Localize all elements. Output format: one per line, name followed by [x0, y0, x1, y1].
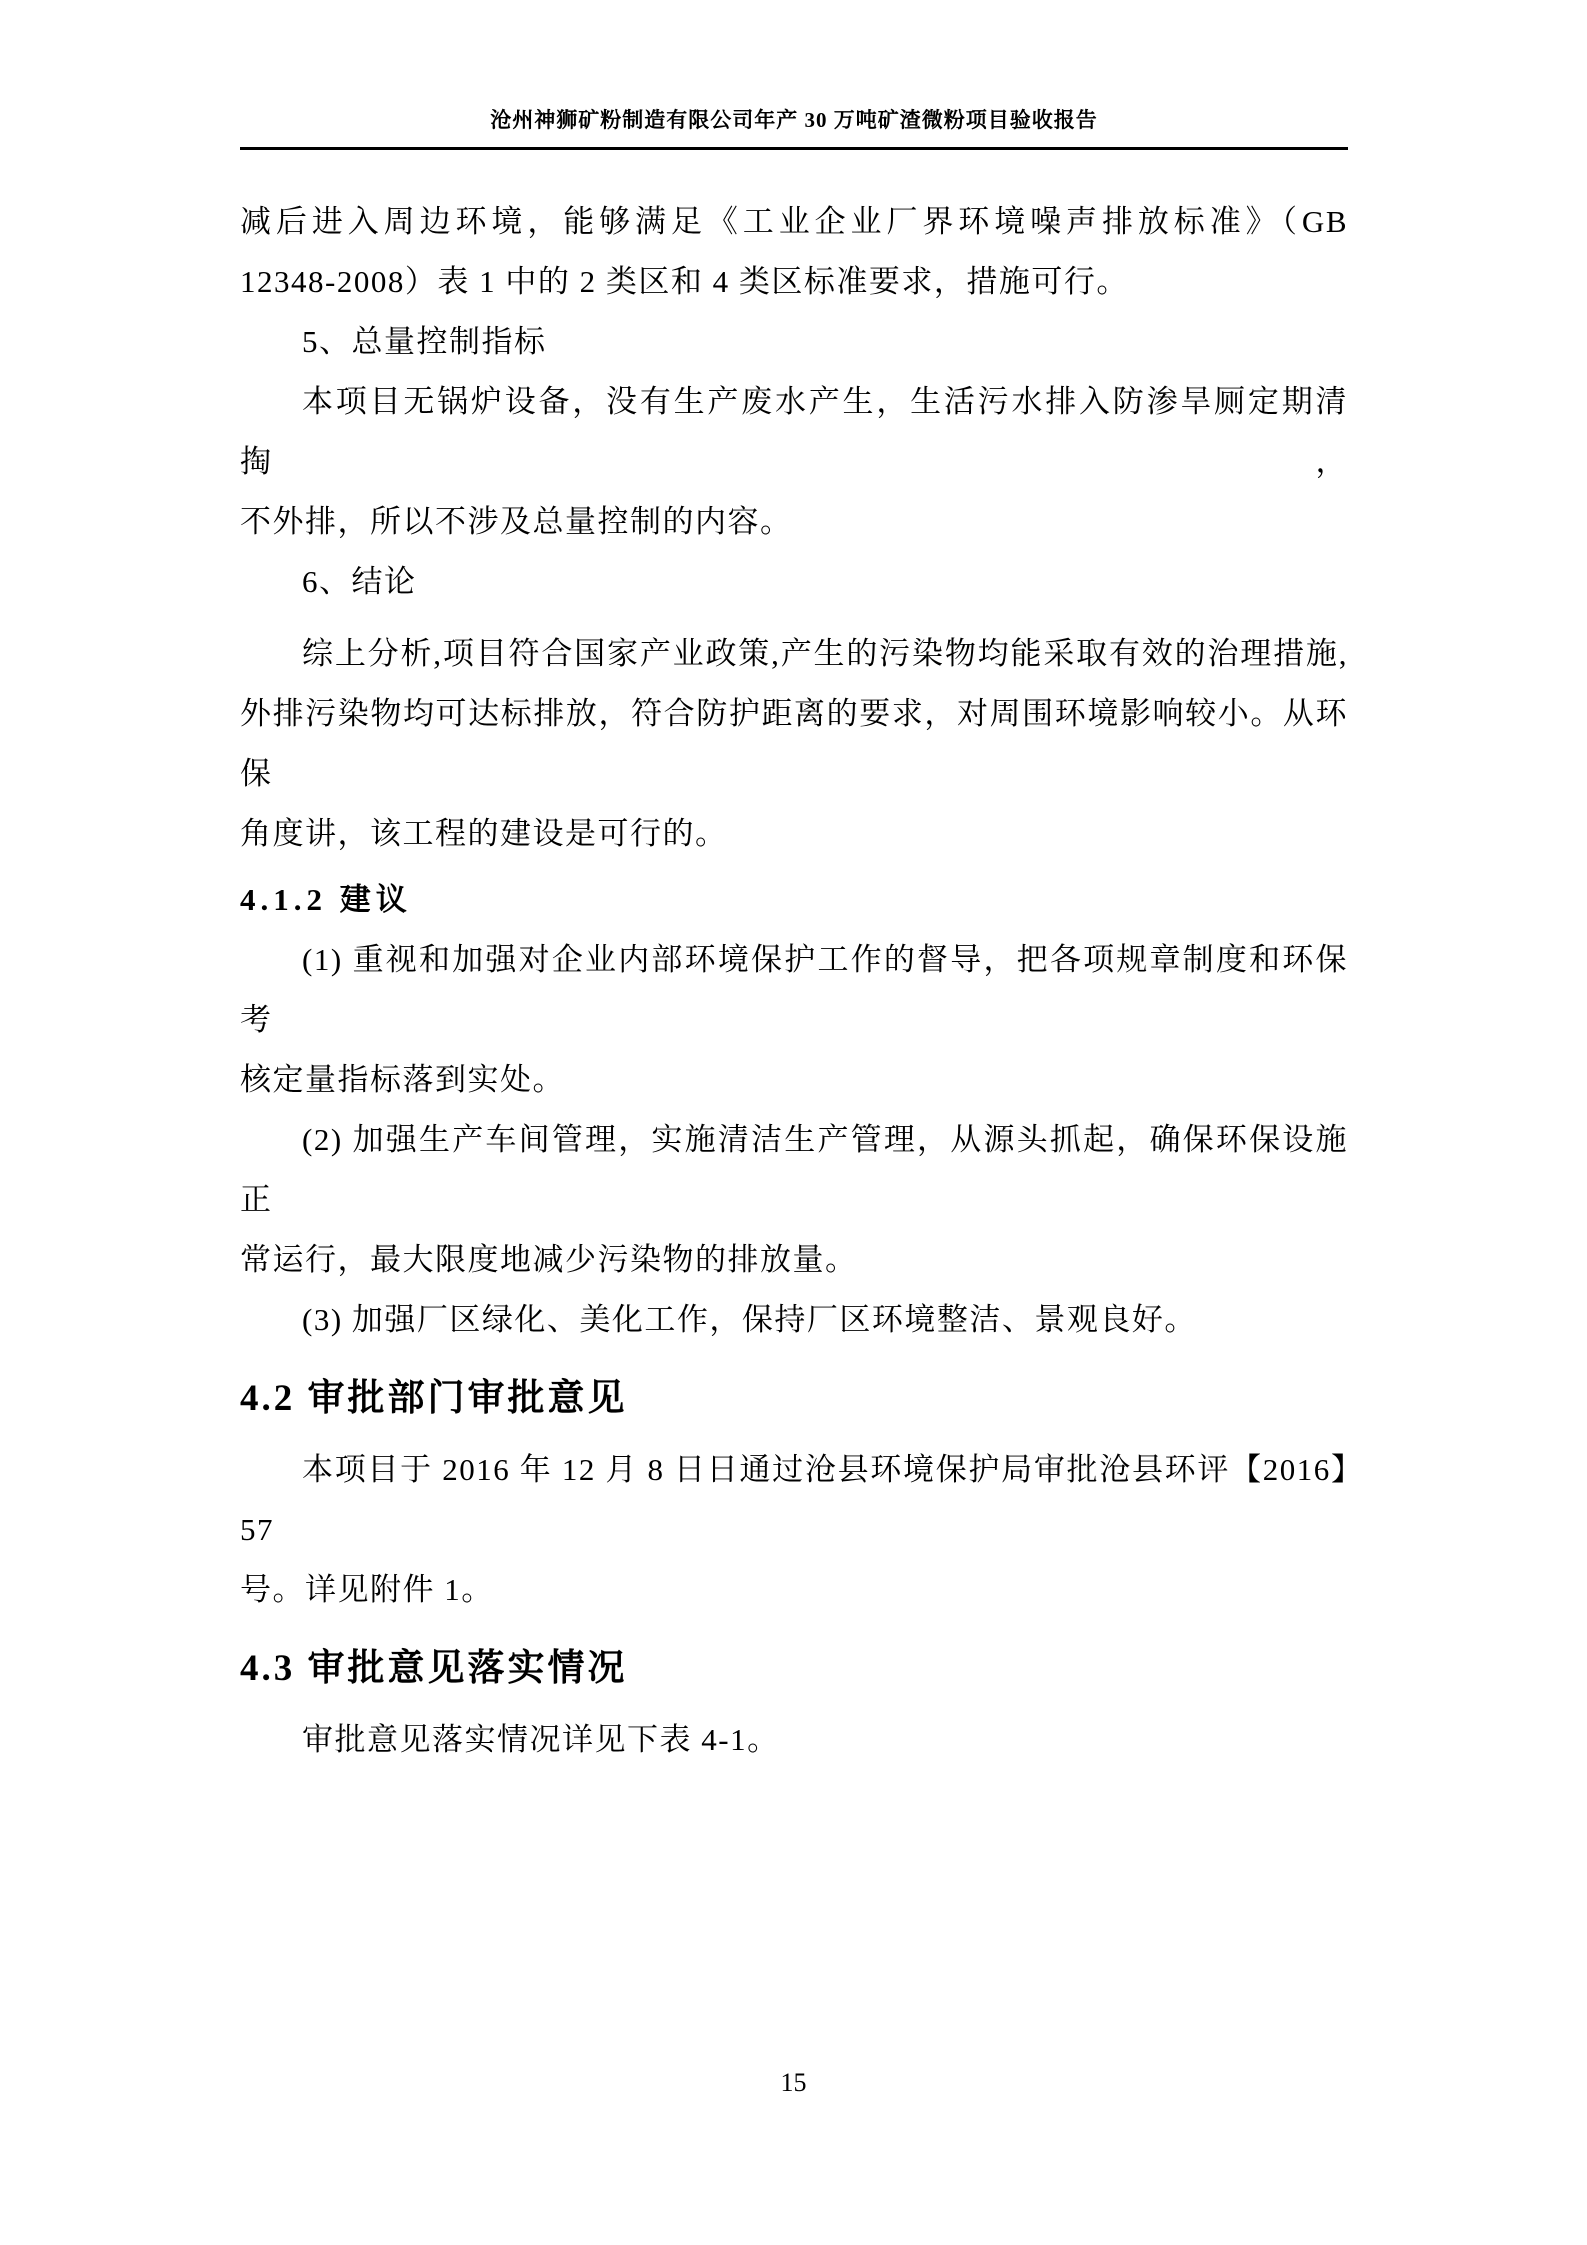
document-body [240, 192, 1348, 1770]
paragraph-line: 综上分析,项目符合国家产业政策,产生的污染物均能采取有效的治理措施, [302, 636, 1348, 671]
page-header-title: 沧州神狮矿粉制造有限公司年产 30 万吨矿渣微粉项目验收报告 [490, 108, 1098, 132]
paragraph-line: (2) 加强生产车间管理，实施清洁生产管理，从源头抓起，确保环保设施正 [240, 1122, 1348, 1217]
list-heading-6: 6、结论 [302, 564, 417, 599]
paragraph-line: 12348-2008）表 1 中的 2 类区和 4 类区标准要求，措施可行。 [240, 264, 1129, 299]
paragraph-line: 角度讲，该工程的建设是可行的。 [240, 816, 728, 851]
page-number: 15 [780, 2068, 807, 2097]
paragraph-line: 不外排，所以不涉及总量控制的内容。 [240, 504, 793, 539]
paragraph-line: 常运行，最大限度地减少污染物的排放量。 [240, 1242, 858, 1277]
section-heading-4-2: 4.2 审批部门审批意见 [240, 1378, 628, 1419]
header-rule [240, 147, 1348, 150]
paragraph-line: 审批意见落实情况详见下表 4-1。 [302, 1722, 780, 1757]
paragraph-line: 减后进入周边环境，能够满足《工业企业厂界环境噪声排放标准》（GB [240, 204, 1348, 239]
paragraph-line: 本项目于 2016 年 12 月 8 日日通过沧县环境保护局审批沧县环评【2016】57 [240, 1452, 1348, 1547]
section-heading-4-3: 4.3 审批意见落实情况 [240, 1648, 628, 1689]
paragraph-line: 核定量指标落到实处。 [240, 1062, 565, 1097]
list-heading-5: 5、总量控制指标 [302, 324, 547, 359]
section-heading-4-1-2: 4.1.2 建议 [240, 882, 412, 917]
paragraph-line: 号。详见附件 1。 [240, 1572, 494, 1607]
paragraph-line: 本项目无锅炉设备，没有生产废水产生，生活污水排入防渗旱厕定期清掏， [240, 384, 1348, 479]
paragraph-line: (3) 加强厂区绿化、美化工作，保持厂区环境整洁、景观良好。 [302, 1302, 1197, 1337]
paragraph-line: 外排污染物均可达标排放，符合防护距离的要求，对周围环境影响较小。从环保 [240, 696, 1348, 791]
paragraph-line: (1) 重视和加强对企业内部环境保护工作的督导，把各项规章制度和环保考 [240, 942, 1348, 1037]
